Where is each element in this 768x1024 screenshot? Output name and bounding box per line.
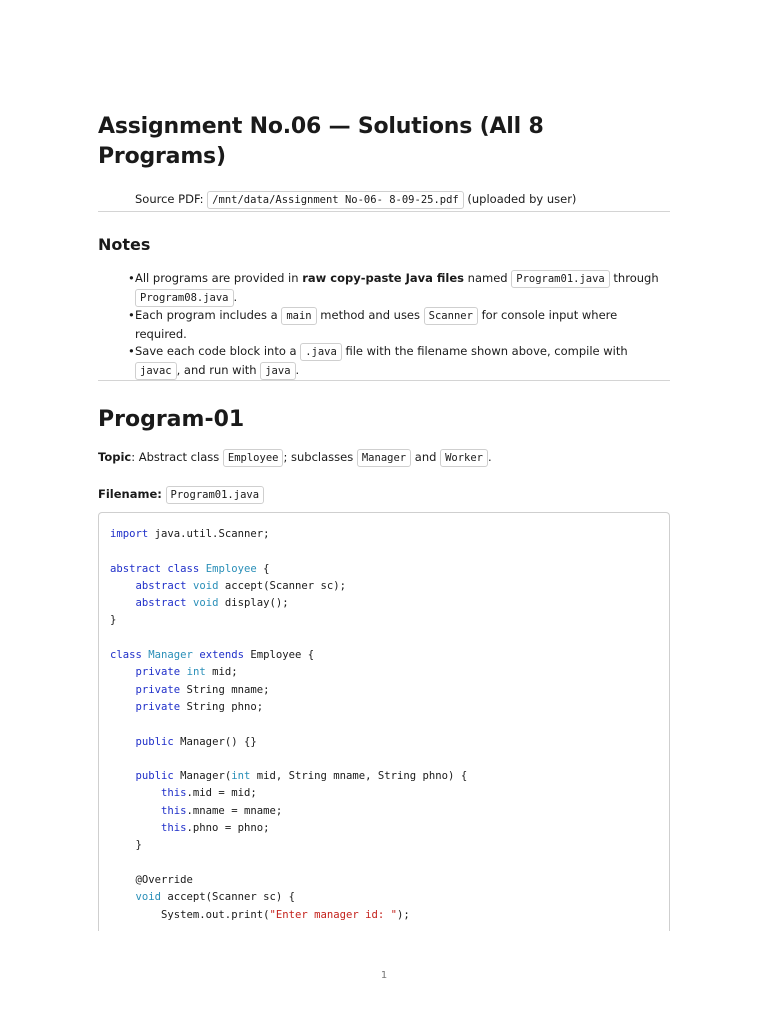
inline-code: Manager: [357, 449, 411, 467]
topic-label: Topic: [98, 450, 132, 464]
java-source-code: import java.util.Scanner; abstract class Employee { abstract void accept(Scanner sc); abstract void display(); } class Manager extends Employee { private int mid; private String mname; private String phno; public Manager() {} public Manager(int mid, String mname, String phno) { this.mid = mid; this.mname = mname; this.phno = phno; } @Override void accept(Scanner sc) { System.out.print("Enter manager id: ");: [110, 528, 468, 921]
note-text: Each program includes a: [135, 308, 282, 322]
inline-code: javac: [135, 362, 177, 380]
inline-code: Program08.java: [135, 289, 234, 307]
inline-code: Worker: [440, 449, 488, 467]
page-title: Assignment No.06 — Solutions (All 8 Programs): [98, 114, 544, 169]
inline-code: java: [260, 362, 295, 380]
note-text: for console input where required.: [135, 308, 618, 341]
topic-text: .: [488, 450, 492, 464]
topic-text: ; subclasses: [283, 450, 357, 464]
source-pdf-line: [135, 188, 670, 211]
note-text: All programs are provided in: [135, 271, 303, 285]
note-text: file with the filename shown above, compile with: [341, 344, 628, 358]
topic-text: : Abstract class: [131, 450, 223, 464]
inline-code: Employee: [223, 449, 284, 467]
notes-item: [128, 307, 670, 343]
program-title: Program-01: [98, 407, 245, 432]
notes-list: [128, 270, 670, 380]
note-text: , and run with: [176, 362, 261, 377]
note-text: .: [295, 362, 300, 377]
notes-item: [128, 343, 670, 380]
note-text: method and uses: [316, 308, 424, 322]
divider: [98, 380, 670, 381]
program-filename: [98, 484, 670, 505]
inline-code: Scanner: [424, 307, 478, 325]
inline-code: main: [281, 307, 316, 325]
filename-label: Filename:: [98, 487, 162, 501]
program-topic: [98, 447, 670, 468]
note-text: named: [464, 271, 512, 285]
filename-value: Program01.java: [166, 486, 265, 504]
topic-text: and: [411, 450, 441, 464]
source-label: Source PDF:: [135, 192, 204, 206]
source-suffix: (uploaded by user): [467, 192, 577, 206]
note-text: through: [609, 271, 659, 285]
note-text: .: [233, 289, 238, 304]
source-path: /mnt/data/Assignment No-06- 8-09-25.pdf: [207, 191, 464, 209]
inline-code: Program01.java: [511, 270, 610, 288]
notes-item: [128, 270, 670, 307]
note-bold-text: raw copy-paste Java files: [302, 271, 465, 285]
notes-heading: Notes: [98, 235, 151, 254]
document-content: [98, 112, 670, 505]
divider: [98, 211, 670, 212]
code-block[interactable]: [98, 512, 670, 931]
page-number: 1: [380, 970, 388, 981]
inline-code: .java: [300, 343, 342, 361]
note-text: Save each code block into a: [135, 344, 301, 358]
